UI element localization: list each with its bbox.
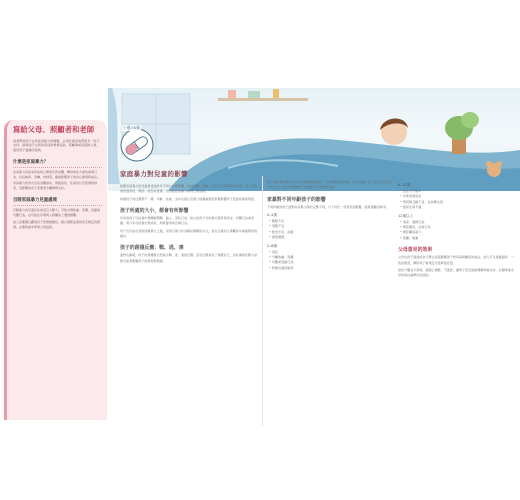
list-item: • 逃家、違規行為	[400, 220, 516, 225]
section-heading: 孩子的創傷反應：戰、逃、凍	[120, 245, 184, 252]
body-paragraph: 經歷家庭暴力的兒童會受到許多不同方式的影響，包括身體、情緒、行為以及學業等各方面。孩子可能會感到害怕、無助、憤怒或羞愧，也可能認為暴力是自己造成的。	[120, 184, 258, 194]
age-group-list	[400, 220, 516, 242]
list-item: • 哭鬧不安	[269, 224, 392, 229]
body-paragraph: 孩子也可能在長期目睹暴力之後，學習以暴力作為解決問題的方法，並在日後的人際關係中重複相同的模式。	[120, 228, 258, 238]
parents-sidebar-card	[4, 120, 107, 420]
sidebar-paragraph: 成人需要細心觀察孩子的情緒變化，耐心傾聽並提供安全穩定的環境，必要時尋求專業人員協助。	[13, 219, 101, 229]
body-paragraph: 孩子可能會對發生在家中的事情感到困惑，不知道應該告訴誰，也可能擔心自己的安全以及家人的安全。成人需要讓孩子知道暴力不是他們的錯。	[267, 180, 392, 190]
age-group-label: 0–2歲：	[267, 212, 281, 217]
badge-label: 小靈OK繃	[123, 125, 140, 130]
section-heading: 父母意見的效果	[398, 247, 433, 254]
age-group-list	[400, 189, 516, 211]
body-paragraph: 年幼的孩子可能會出現睡眠問題、黏人、退化行為；較大的孩子可能會出現學業退步、攻擊行為或退縮。青少年可能會出現逃家、物質濫用或自傷行為。	[120, 215, 255, 226]
sidebar-section-heading: 什麼是家庭暴力？	[13, 159, 102, 168]
body-paragraph: 父母在孩子面前的言行舉止深深影響孩子對家庭與關係的看法。成人可以透過溫和、一致的態度，幫助孩子重建安全感與信任感。	[398, 255, 514, 265]
sidebar-section-heading: 目睹家庭暴力兒童處境	[13, 197, 102, 206]
list-item: • 對聲音過度敏感	[269, 266, 392, 271]
age-group-label: 6–12歲：	[398, 183, 414, 187]
list-item: • 分離焦慮、恐懼	[269, 255, 392, 260]
column-divider	[262, 176, 263, 426]
list-item: • 睡眠不好	[269, 219, 392, 224]
list-item: • 發展遲緩	[269, 235, 392, 240]
sidebar-section	[13, 159, 102, 191]
list-item: • 憂鬱、焦慮	[400, 236, 516, 241]
bandage-badge	[115, 122, 161, 164]
age-group-list	[269, 219, 392, 241]
sidebar-section	[13, 197, 102, 229]
list-item: • 攻擊或退縮行為	[269, 260, 392, 265]
list-item: • 退化	[269, 250, 392, 255]
list-item: • 經常生病不適	[400, 205, 516, 210]
list-item: • 飲食不佳、消瘦	[269, 230, 392, 235]
body-paragraph: 面對危險時，孩子的身體會自然產生戰、逃、凍的反應。這些反應是為了保護自己，但長期處於壓力狀態可能會影響孩子的發展與健康。	[120, 253, 258, 263]
list-item: • 與同儕互動不良、自我概念低	[400, 200, 516, 205]
sidebar-title: 寫給父母、照顧者和老師	[13, 125, 95, 134]
section-heading: 家暴對不同年齡孩子的影響	[267, 196, 326, 203]
list-item: • 注意力不集中	[400, 189, 516, 194]
age-group-label: 12歲以上：	[398, 213, 417, 218]
body-paragraph: 每個孩子的反應都不一樣，年齡、性格、支持系統以及暴力的嚴重程度都會影響孩子受到的傷害程度。	[120, 196, 258, 201]
body-paragraph: 不同年齡的孩子面對家庭暴力時的反應不同，以下列出一些常見的影響，提供照顧者參考。	[267, 204, 389, 209]
sidebar-paragraph: 目睹暴力的兒童往往承受巨大壓力，可能出現焦慮、恐懼、退縮或攻擊行為，也可能在學業與人際關係上遇到困難。	[13, 208, 101, 218]
age-group-list	[269, 250, 392, 272]
sidebar-paragraph: 家庭暴力的形式包括身體虐待、情緒虐待、性虐待以及經濟控制等，受影響的孩子需要更多關懷與支持。	[13, 181, 98, 191]
sidebar-intro: 當我們談到子女與家庭暴力的問題，必須先提供他們更多一些予支持；請尋找子女與你家庭的專業協助，與輔導或是援助人員，提供孩子適當的協助。	[13, 138, 100, 153]
list-item: • 學業表現退步	[400, 194, 516, 199]
list-item: • 物質濫用、自傷行為	[400, 225, 516, 230]
sidebar-paragraph: 家庭暴力是指家庭成員之間發生的身體、精神或性方面的傷害行為，包括威脅、恐嚇、控制等，嚴重影響孩子的身心健康與成長。	[13, 169, 101, 179]
section-heading: 孩子所處的大小，都會有所影響	[120, 207, 189, 214]
age-group-label: 2–6歲：	[267, 243, 281, 248]
article-column-3	[398, 180, 516, 281]
article-column-2	[267, 180, 392, 273]
article-title: 家庭暴力對兒童的影響	[120, 170, 188, 178]
body-paragraph: 當孩子願意分享時，請耐心傾聽、不批評，讓孩子感受到被理解與被支持，必要時尋求學校或社福單位的協助。	[398, 267, 514, 278]
list-item: • 親密關係暴力	[400, 230, 516, 235]
article-column-1	[120, 169, 258, 266]
